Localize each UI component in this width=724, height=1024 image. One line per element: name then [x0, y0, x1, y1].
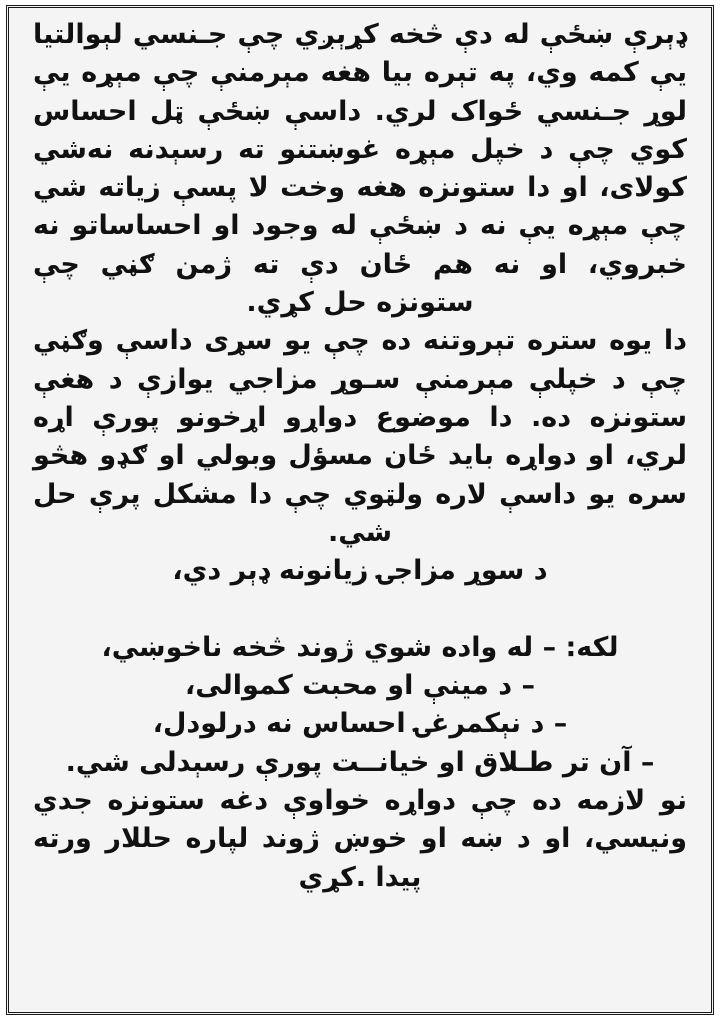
list-item: – د مينې او محبت کموالی،	[185, 670, 535, 702]
paragraph-2: دا يوه ستره تېروتنه ده چې يو سړی داسې وګڼي چې د خپلې مېرمنې سـوړ مزاجي يوازې د هغې ستونزه ده. دا موضوع دواړو اړخونو پورې اړه لري، او دواړه بايد ځان مسؤل وبولي او ګډو هڅو سره يو داسې لاره ولټوي چې دا مشکل پرې حل شي.	[33, 325, 687, 548]
list-item: – د نېکمرغۍ احساس نه درلودل،	[152, 708, 568, 740]
list-item: – آن تر طـلاق او خيانــت پورې رسېدلی شي.	[65, 746, 655, 778]
closing-paragraph: نو لازمه ده چې دواړه خواوې دغه ستونزه جدي ونيسي، او د ښه او خوښ ژوند لپاره حللار ورته پيدا .کړي	[33, 784, 687, 893]
document-page	[6, 5, 714, 1015]
harms-intro-line: د سوړ مزاجۍ زيانونه ډېر دي،	[172, 555, 548, 587]
list-intro: لکه: – له واده شوي ژوند څخه ناخوښي،	[101, 631, 619, 663]
document-body	[9, 16, 711, 897]
paragraph-spacer	[33, 590, 687, 628]
paragraph-1: ډېرې ښځې له دې څخه کړېږي چې جـنسي لېوالتيا يې کمه وي، په تېره بيا هغه مېرمنې چې مېړه يې لوړ جـنسي ځواک لري. داسې ښځې ټل احساس کوي چې د خپل مېړه غوښتنو ته رسېدنه نه‌شي کولای، او دا ستونزه هغه وخت لا پسې زياته شي چې مېړه يې نه د ښځې له وجود او احساساتو نه خبروي، او نه هم ځان دې ته ژمن ګڼي چې ستونزه حل کړي.	[33, 19, 687, 319]
